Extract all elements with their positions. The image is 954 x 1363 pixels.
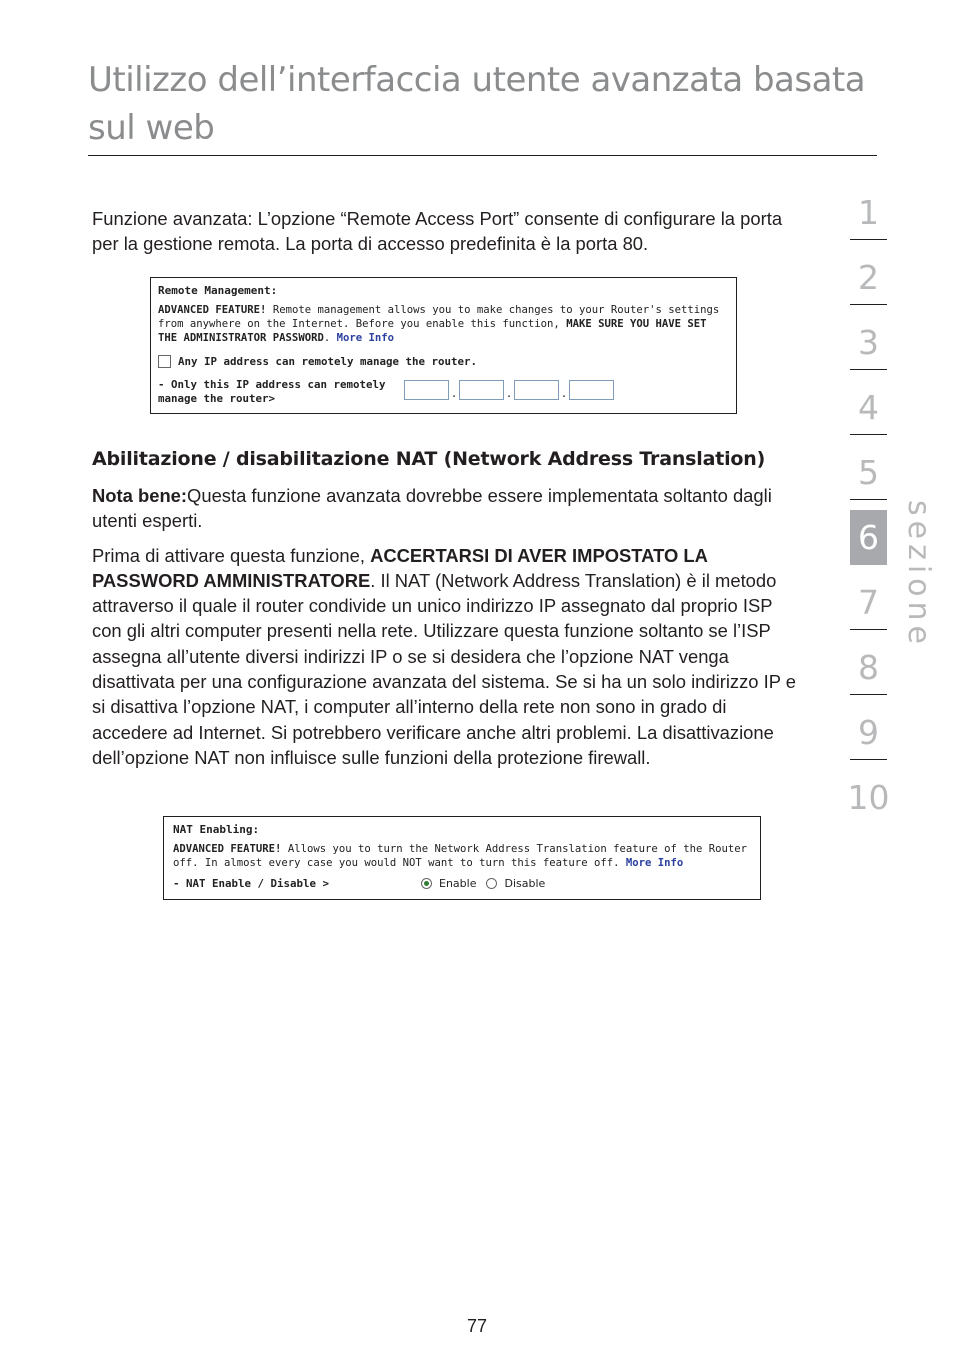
more-info-link[interactable]: More Info: [625, 857, 684, 869]
nat-enable-radio[interactable]: [421, 878, 432, 889]
ip-separator: .: [560, 387, 568, 400]
section-tab-8[interactable]: 8: [850, 640, 887, 695]
nat-enabling-text: Allows you to turn the Network Address Translation feature of the Router off. In almost every case you would NOT want to turn this feature off.: [173, 843, 748, 869]
intro-block: [92, 206, 804, 257]
ip-separator: .: [505, 387, 513, 400]
section-tab-6[interactable]: 6: [850, 510, 887, 565]
specific-ip-label: - Only this IP address can remotely manage the router>: [158, 378, 386, 405]
ip-octet-4-input[interactable]: [569, 380, 614, 400]
any-ip-checkbox[interactable]: [158, 355, 171, 368]
title-divider: [88, 155, 877, 156]
intro-paragraph: Funzione avanzata: L’opzione “Remote Access Port” consente di configurare la porta per la gestione remota. La porta di accesso predefinita è la porta 80.: [92, 208, 783, 255]
nat-description-paragraph: [92, 543, 804, 771]
section-tab-4[interactable]: 4: [850, 380, 887, 435]
section-tab-9[interactable]: 9: [850, 705, 887, 760]
note-text: Questa funzione avanzata dovrebbe essere implementata soltanto dagli utenti esperti.: [92, 485, 772, 532]
nat-description-rest: . Il NAT (Network Address Translation) è il metodo attraverso il quale il router condivide un unico indirizzo IP assegnato dal proprio ISP con gli altri computer presenti nella rete. Utilizzare questa funzione soltanto se l’ISP assegna all’utente diversi indirizzi IP o se si desidera che l’opzione NAT venga disattivata per una configurazione avanzata del sistema. Se si ha un solo indirizzo IP e si disattiva l’opzione NAT, i computer all’interno della rete non sono in grado di accedere ad Internet. Si potrebbero verificare anche altri problemi. La disattivazione dell’opzione NAT non influisce sulle funzioni della protezione firewall.: [92, 569, 797, 768]
nat-disable-label: Disable: [504, 877, 546, 890]
ip-octet-2-input[interactable]: [459, 380, 504, 400]
remote-management-warning: MAKE SURE YOU HAVE SET THE ADMINISTRATOR PASSWORD: [158, 318, 707, 344]
ip-address-fields: [404, 380, 614, 400]
any-ip-label: Any IP address can remotely manage the router.: [178, 355, 478, 368]
nat-description-start: Prima di attivare questa funzione,: [92, 544, 371, 566]
section-word: sezione: [901, 500, 936, 649]
any-ip-row: [158, 355, 729, 368]
remote-management-description: [158, 303, 729, 345]
remote-management-title: Remote Management:: [158, 284, 278, 297]
note-paragraph: [92, 483, 804, 534]
nat-disable-radio[interactable]: [486, 878, 497, 889]
nat-toggle-label: - NAT Enable / Disable >: [173, 877, 330, 890]
remote-management-text-end: .: [323, 332, 331, 344]
nat-enable-label: Enable: [439, 877, 477, 890]
section-tab-5[interactable]: 5: [850, 445, 887, 500]
section-tab-2[interactable]: 2: [850, 250, 887, 305]
section-tab-7[interactable]: 7: [850, 575, 887, 630]
remote-management-screenshot: [150, 277, 737, 414]
note-label: Nota bene:: [92, 485, 188, 506]
advanced-feature-label: ADVANCED FEATURE!: [173, 843, 282, 855]
section-tab-3[interactable]: 3: [850, 315, 887, 370]
ip-separator: .: [450, 387, 458, 400]
remote-management-text: Remote management allows you to make changes to your Router's settings from anywhere on the Internet. Before you enable this function,: [158, 304, 720, 330]
advanced-feature-label: ADVANCED FEATURE!: [158, 304, 267, 316]
page-number: 77: [466, 1316, 488, 1336]
nat-enabling-title: NAT Enabling:: [173, 823, 260, 836]
specific-ip-row: [158, 378, 729, 406]
more-info-link[interactable]: More Info: [336, 332, 395, 344]
nat-enabling-description: [173, 842, 751, 870]
section-tab-10[interactable]: 10: [847, 778, 890, 817]
nat-section-heading: Abilitazione / disabilitazione NAT (Network Address Translation): [92, 448, 766, 470]
section-tab-1[interactable]: 1: [850, 185, 887, 240]
nat-body: [92, 483, 804, 770]
nat-enabling-screenshot: [163, 816, 761, 900]
section-tabs: [847, 185, 890, 835]
ip-octet-3-input[interactable]: [514, 380, 559, 400]
nat-description-warning: ACCERTARSI DI AVER IMPOSTATO LA PASSWORD AMMINISTRATORE: [92, 544, 708, 591]
page-title: Utilizzo dell’interfaccia utente avanzata basata sul web: [88, 60, 866, 148]
nat-toggle-row: [173, 877, 751, 890]
ip-octet-1-input[interactable]: [404, 380, 449, 400]
